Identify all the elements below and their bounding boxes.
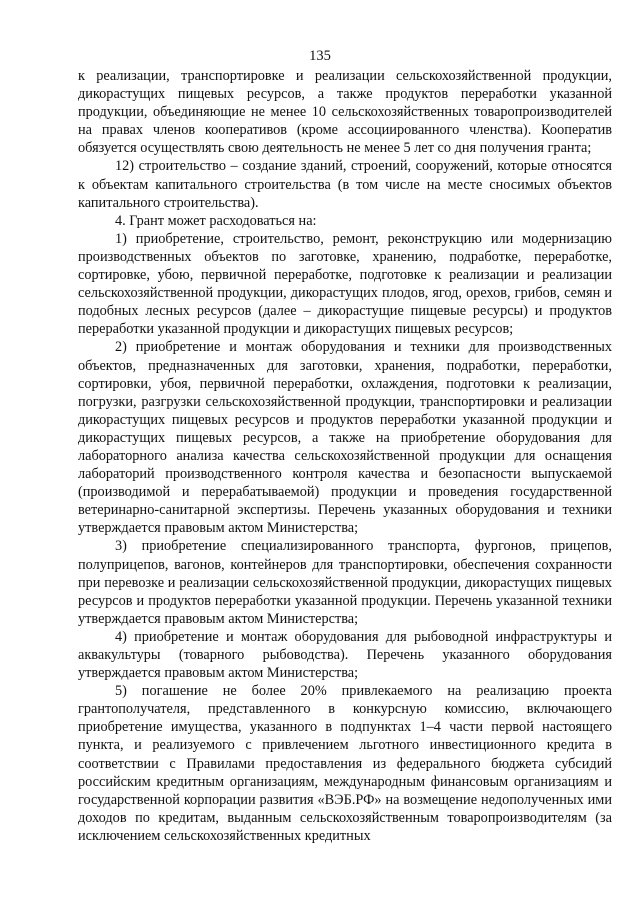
paragraph-cooperative-continuation: к реализации, транспортировке и реализации сельскохозяйственной продукции, дикорастущих пищевых ресурсов, а также продуктов переработки указанной продукции, объединяющие не менее 10 сельскохозяйственных товаропроизводителей на правах членов кооперативов (кроме ассоциированного членства). Кооператив обязуется осуществлять свою деятельность не менее 5 лет со дня получения гранта; [78,68,612,157]
paragraph-item-1-acquisition: 1) приобретение, строительство, ремонт, реконструкцию или модернизацию производственных объектов по заготовке, хранению, подработке, переработке, сортировке, убою, первичной переработке, подготовке к реализации и реализации сельскохозяйственной продукции, дикорастущих плодов, ягод, орехов, грибов, семян и подобных лесных ресурсов (далее – дикорастущие пищевые ресурсы) и продуктов переработки указанной продукции и дикорастущих пищевых ресурсов; [78,230,612,338]
page-number: 135 [309,48,331,64]
paragraph-item-5-loan-repayment: 5) погашение не более 20% привлекаемого на реализацию проекта грантополучателя, представленного в конкурсную комиссию, включающего приобретение имущества, указанного в подпунктах 1–4 части первой настоящего пункта, и реализуемого с привлечением льготного инвестиционного кредита в соответствии с Правилами предоставления из федерального бюджета субсидий российским кредитным организациям, международным финансовым организациям и государственной корпорации развития «ВЭБ.РФ» на возмещение недополученных ими доходов по кредитам, выданным сельскохозяйственным товаропроизводителям (за исключением сельскохозяйственных кредитных [78,683,612,844]
document-body [78,67,612,845]
paragraph-item-3-transport: 3) приобретение специализированного транспорта, фургонов, прицепов, полуприцепов, вагонов, контейнеров для транспортировки, обеспечения сохранности при перевозке и реализации сельскохозяйственной продукции, дикорастущих пищевых ресурсов и продуктов переработки указанной продукции. Перечень указанной техники утверждается правовым актом Министерства; [78,538,612,627]
paragraph-item-12-construction: 12) строительство – создание зданий, строений, сооружений, которые относятся к объектам капитального строительства (в том числе на месте сносимых объектов капитального строительства). [78,158,612,211]
paragraph-section-4-heading: 4. Грант может расходоваться на: [115,212,317,229]
paragraph-item-4-aquaculture: 4) приобретение и монтаж оборудования для рыбоводной инфраструктуры и аквакультуры (товарного рыбоводства). Перечень указанного оборудования утверждается правовым актом Министерства; [78,628,612,682]
paragraph-item-2-equipment: 2) приобретение и монтаж оборудования и техники для производственных объектов, предназначенных для заготовки, хранения, подработки, переработки, сортировки, убоя, первичной переработки, охлаждения, подготовки к реализации, погрузки, разгрузки сельскохозяйственной продукции, транспортировки и реализации дикорастущих пищевых ресурсов и продуктов переработки указанной продукции и дикорастущих пищевых ресурсов, а также на приобретение оборудования для лабораторного анализа качества сельскохозяйственной продукции для оснащения лабораторий производственного контроля качества и безопасности выпускаемой (производимой и перерабатываемой) продукции и проведения государственной ветеринарно-санитарной экспертизы. Перечень указанных оборудования и техники утверждается правовым актом Министерства; [78,339,612,537]
